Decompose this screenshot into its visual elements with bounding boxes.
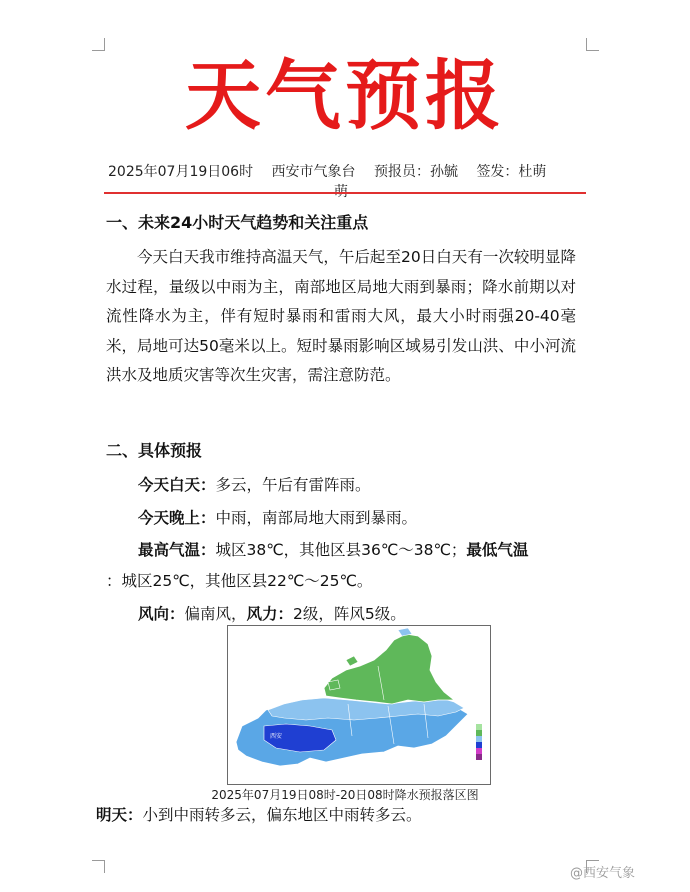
max-temp-line (138, 539, 528, 561)
watermark-text: @西安气象 (570, 866, 636, 881)
signer: 签发：杜萌 (476, 164, 547, 180)
tonight-text: 中雨，南部局地大雨到暴雨。 (215, 509, 418, 527)
issue-datetime: 2025年07月19日06时 (108, 164, 254, 180)
wind-direction-label: 风向： (138, 605, 185, 623)
max-temp-text: 城区38℃，其他区县36℃～38℃； (215, 541, 467, 559)
min-temp-line: ：城区25℃，其他区县22℃～25℃。 (106, 572, 373, 590)
issuing-office: 西安市气象台 (271, 164, 356, 180)
document-title: 天气预报 (185, 51, 505, 140)
wind-force-label: 风力： (246, 605, 294, 623)
document-meta (108, 162, 586, 202)
forecaster: 预报员：孙毓 (373, 164, 458, 180)
map-legend (476, 724, 482, 760)
section2-heading: 二、具体预报 (106, 441, 203, 460)
section1-paragraph: 今天白天我市维持高温天气，午后起至20日白天有一次较明显降水过程，量级以中雨为主，南部地区局地大雨到暴雨；降水前期以对流性降水为主，伴有短时暴雨和雷雨大风，最大小时雨强20-40毫米，局地可达50毫米以上。短时暴雨影响区域易引发山洪、中小河流洪水及地质灾害等次生灾害，需注意防范。 (106, 248, 576, 384)
wind-line (138, 603, 406, 625)
map-graphic (228, 626, 490, 784)
wind-force-text: 2级，阵风5级。 (293, 605, 406, 623)
tomorrow-label: 明天： (96, 806, 143, 824)
header-rule (104, 192, 586, 194)
min-temp-label: 最低气温 (466, 541, 529, 559)
map-caption: 2025年07月19日08时-20日08时降水预报落区图 (211, 788, 479, 802)
tomorrow-line (96, 804, 422, 826)
tonight-line (138, 507, 417, 529)
section1-heading: 一、未来24小时天气趋势和关注重点 (106, 213, 369, 232)
corner-mark-bottom-left (92, 860, 105, 873)
today-day-line (138, 474, 371, 496)
today-day-text: 多云，午后有雷阵雨。 (215, 476, 371, 494)
max-temp-label: 最高气温： (138, 541, 216, 559)
precipitation-forecast-map (227, 625, 491, 785)
tomorrow-text: 小到中雨转多云，偏东地区中雨转多云。 (142, 806, 422, 824)
wind-direction-text: 偏南风， (184, 605, 247, 623)
tonight-label: 今天晚上： (138, 509, 216, 527)
today-day-label: 今天白天： (138, 476, 216, 494)
map-city-label: 西安 (270, 733, 283, 740)
map-region-north (324, 634, 454, 704)
